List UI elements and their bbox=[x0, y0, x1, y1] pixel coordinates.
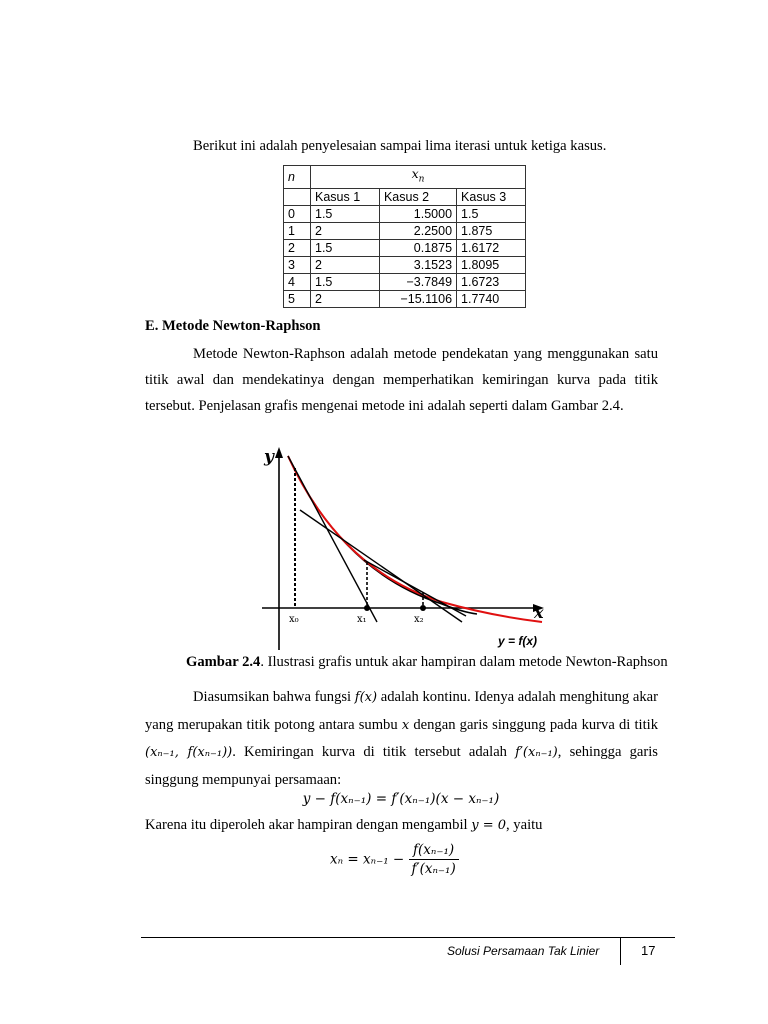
section-heading: E. Metode Newton-Raphson bbox=[145, 318, 321, 334]
kasus1-header: Kasus 1 bbox=[311, 188, 380, 205]
p2-text-4: . Kemiringan kurva di titik tersebut adalah bbox=[232, 744, 507, 760]
figure-caption bbox=[186, 654, 668, 671]
paragraph-newton-intro: Metode Newton-Raphson adalah metode pendekatan yang menggunakan satu titik awal dan mendekatinya dengan memperhatikan kemiringan kurva pada titik tersebut. Penjelasan grafis mengenai metode ini adalah seperti dalam Gambar 2.4. bbox=[145, 346, 658, 414]
kasus2-cell: 0.1875 bbox=[379, 239, 456, 256]
col-n-header: n bbox=[284, 166, 311, 189]
p2-text-1: Diasumsikan bahwa fungsi bbox=[193, 689, 352, 705]
y-axis-arrow bbox=[275, 447, 283, 458]
kasus3-header: Kasus 3 bbox=[457, 188, 526, 205]
p3-end: , yaitu bbox=[506, 817, 543, 833]
kasus3-cell: 1.6172 bbox=[457, 239, 526, 256]
kasus2-cell: 2.2500 bbox=[379, 222, 456, 239]
table-row bbox=[284, 239, 526, 256]
table-row bbox=[284, 256, 526, 273]
x0-label: x₀ bbox=[289, 614, 299, 625]
kasus1-cell: 2 bbox=[311, 256, 380, 273]
kasus2-cell: 1.5000 bbox=[379, 205, 456, 222]
n-cell: 1 bbox=[284, 222, 311, 239]
formula-denominator: f′(xₙ₋₁) bbox=[411, 861, 456, 877]
table-row bbox=[284, 290, 526, 307]
table-row bbox=[284, 222, 526, 239]
n-cell: 3 bbox=[284, 256, 311, 273]
kasus1-cell: 1.5 bbox=[311, 239, 380, 256]
p2-text-3: dengan garis singgung pada kurva di titik bbox=[413, 716, 659, 733]
iteration-table bbox=[283, 165, 526, 308]
kasus3-cell: 1.6723 bbox=[457, 273, 526, 290]
point-x1 bbox=[364, 605, 370, 611]
p2-math-fx: f(x) bbox=[354, 690, 378, 705]
kasus1-cell: 2 bbox=[311, 222, 380, 239]
footer-divider bbox=[620, 937, 621, 965]
formula-fraction bbox=[409, 842, 459, 877]
kasus2-cell: −3.7849 bbox=[379, 273, 456, 290]
tangent-equation-text: y − f(xₙ₋₁) = f′(xₙ₋₁)(x − xₙ₋₁) bbox=[302, 791, 500, 807]
p3-text: Karena itu diperoleh akar hampiran dengan mengambil bbox=[145, 817, 468, 833]
kasus2-header: Kasus 2 bbox=[379, 188, 456, 205]
caption-label: Gambar 2.4 bbox=[186, 654, 261, 670]
p2-math-x: x bbox=[401, 717, 410, 733]
table-row bbox=[284, 205, 526, 222]
formula-lhs: xₙ = xₙ₋₁ − bbox=[330, 851, 405, 868]
p2-text-2: adalah kontinu. Idenya adalah menghitung akar yang merupakan titik potong antara sumbu bbox=[145, 689, 659, 733]
n-cell: 0 bbox=[284, 205, 311, 222]
function-curve-red bbox=[288, 456, 542, 622]
x2-label: x₂ bbox=[414, 614, 424, 625]
kasus2-cell: 3.1523 bbox=[379, 256, 456, 273]
kasus2-cell: −15.1106 bbox=[379, 290, 456, 307]
y-axis-label: y bbox=[264, 447, 274, 467]
formula-numerator: f(xₙ₋₁) bbox=[409, 842, 459, 860]
col-xn-header bbox=[311, 166, 526, 189]
paragraph-root bbox=[145, 817, 542, 834]
p2-math-point: (xₙ₋₁, f(xₙ₋₁)) bbox=[145, 745, 233, 760]
tangent-line-2 bbox=[300, 510, 462, 622]
intro-text: Berikut ini adalah penyelesaian sampai lima iterasi untuk ketiga kasus. bbox=[193, 138, 607, 154]
page-number: 17 bbox=[641, 943, 656, 958]
caption-text: . Ilustrasi grafis untuk akar hampiran dalam metode Newton-Raphson bbox=[260, 654, 668, 670]
x1-label: x₁ bbox=[357, 614, 367, 625]
point-x2 bbox=[420, 605, 426, 611]
kasus3-cell: 1.875 bbox=[457, 222, 526, 239]
footer-title: Solusi Persamaan Tak Linier bbox=[447, 944, 600, 958]
xn-symbol: x bbox=[411, 166, 419, 181]
table-row bbox=[284, 273, 526, 290]
n-cell: 5 bbox=[284, 290, 311, 307]
kasus1-cell: 2 bbox=[311, 290, 380, 307]
paragraph-assumption bbox=[145, 684, 658, 793]
newton-raphson-figure bbox=[262, 442, 562, 654]
tangent-line-1 bbox=[288, 456, 377, 622]
blank-cell bbox=[284, 188, 311, 205]
n-cell: 4 bbox=[284, 273, 311, 290]
p3-math-y0: y = 0 bbox=[471, 818, 506, 833]
xn-subscript: n bbox=[418, 174, 425, 185]
kasus3-cell: 1.7740 bbox=[457, 290, 526, 307]
x-axis-label: x bbox=[534, 603, 544, 622]
footer-rule bbox=[141, 937, 675, 938]
kasus3-cell: 1.5 bbox=[457, 205, 526, 222]
newton-formula bbox=[330, 842, 459, 877]
curve-label: y = f(x) bbox=[498, 634, 538, 648]
p2-math-derivative: f′(xₙ₋₁) bbox=[515, 745, 558, 760]
function-curve bbox=[288, 456, 477, 614]
n-cell: 2 bbox=[284, 239, 311, 256]
kasus1-cell: 1.5 bbox=[311, 205, 380, 222]
p2-text-5: , sehingga garis singgung mempunyai persamaan: bbox=[145, 744, 658, 788]
tangent-equation bbox=[0, 791, 768, 807]
kasus1-cell: 1.5 bbox=[311, 273, 380, 290]
kasus3-cell: 1.8095 bbox=[457, 256, 526, 273]
table-subheader-row bbox=[284, 188, 526, 205]
table-header-row bbox=[284, 166, 526, 189]
